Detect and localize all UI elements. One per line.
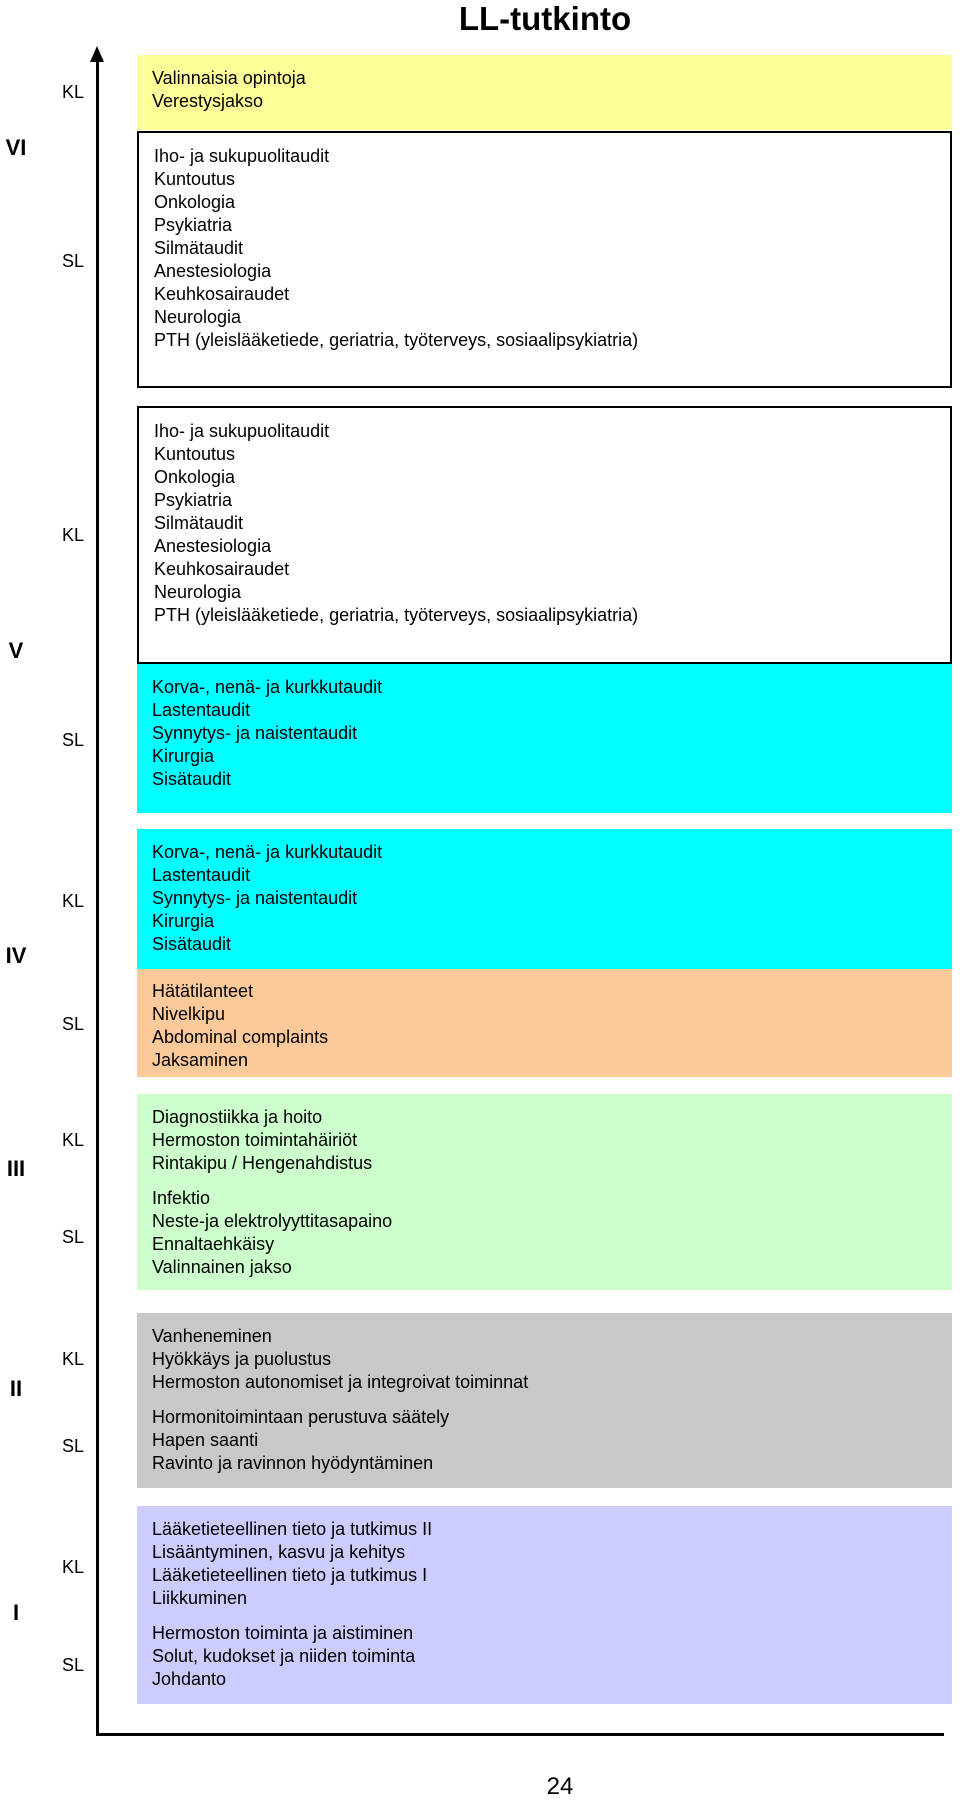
horizontal-axis [96, 1733, 944, 1736]
block-spacer [152, 1394, 937, 1406]
course-name: Silmätaudit [154, 238, 244, 258]
course-name: Anestesiologia [154, 261, 272, 281]
course-name: Keuhkosairaudet [154, 284, 290, 304]
course-name: Silmätaudit [154, 513, 244, 533]
course-name: Iho- ja sukupuolitaudit [154, 421, 330, 441]
course-name: Lääketieteellinen tieto ja tutkimus I [152, 1565, 428, 1585]
course-name: Solut, kudokset ja niiden toiminta [152, 1646, 416, 1666]
year-label-i: I [12, 1600, 20, 1625]
course-name: Lastentaudit [152, 700, 251, 720]
course-name: Korva-, nenä- ja kurkkutaudit [152, 677, 383, 697]
course-block-v-kl [137, 406, 952, 664]
course-block-ii [137, 1313, 952, 1488]
course-name: Valinnainen jakso [152, 1257, 292, 1277]
course-block-vi-kl [137, 55, 952, 130]
course-name: Hermoston toiminta ja aistiminen [152, 1623, 414, 1643]
course-name: Neurologia [154, 307, 242, 327]
course-name: Valinnaisia opintoja [152, 68, 306, 88]
block-spacer [152, 1610, 937, 1622]
year-label-iii: III [6, 1156, 26, 1181]
course-block-v-sl [137, 664, 952, 813]
course-name: Anestesiologia [154, 536, 272, 556]
course-name: Kuntoutus [154, 444, 236, 464]
course-name: Lastentaudit [152, 865, 251, 885]
course-block-i [137, 1506, 952, 1704]
semester-label-i-sl: SL [62, 1655, 85, 1675]
course-name: Hermoston autonomiset ja integroivat toiminnat [152, 1372, 529, 1392]
course-name: PTH (yleislääketiede, geriatria, työterveys, sosiaalipsykiatria) [154, 330, 639, 350]
course-name: Nivelkipu [152, 1004, 226, 1024]
semester-label-vi-sl: SL [62, 251, 85, 271]
course-name: Lääketieteellinen tieto ja tutkimus II [152, 1519, 433, 1539]
course-name: Neste-ja elektrolyyttitasapaino [152, 1211, 393, 1231]
course-name: Hätätilanteet [152, 981, 254, 1001]
course-name: Johdanto [152, 1669, 227, 1689]
semester-label-v-sl: SL [62, 730, 85, 750]
course-name: Kuntoutus [154, 169, 236, 189]
course-name: Ravinto ja ravinnon hyödyntäminen [152, 1453, 434, 1473]
course-name: Hyökkäys ja puolustus [152, 1349, 332, 1369]
course-name: Hermoston toimintahäiriöt [152, 1130, 358, 1150]
semester-label-iii-sl: SL [62, 1227, 85, 1247]
course-name: Onkologia [154, 192, 236, 212]
course-name: Hormonitoimintaan perustuva säätely [152, 1407, 450, 1427]
course-block-iv-sl [137, 969, 952, 1077]
course-name: Hapen saanti [152, 1430, 259, 1450]
course-name: Kirurgia [152, 911, 215, 931]
course-name: Synnytys- ja naistentaudit [152, 723, 358, 743]
year-label-ii: II [9, 1376, 23, 1401]
course-name: Psykiatria [154, 490, 233, 510]
course-name: Liikkuminen [152, 1588, 248, 1608]
course-name: Neurologia [154, 582, 242, 602]
semester-label-iii-kl: KL [62, 1130, 85, 1150]
year-label-vi: VI [5, 135, 27, 160]
course-name: Sisätaudit [152, 769, 232, 789]
semester-label-ii-sl: SL [62, 1436, 85, 1456]
course-name: Jaksaminen [152, 1050, 249, 1070]
course-name: Vanheneminen [152, 1326, 272, 1346]
course-block-vi-sl [137, 131, 952, 388]
course-name: Verestysjakso [152, 91, 264, 111]
course-name: Diagnostiikka ja hoito [152, 1107, 323, 1127]
course-name: Onkologia [154, 467, 236, 487]
course-name: Sisätaudit [152, 934, 232, 954]
course-name: Psykiatria [154, 215, 233, 235]
semester-label-iv-kl: KL [62, 891, 85, 911]
course-name: Lisääntyminen, kasvu ja kehitys [152, 1542, 406, 1562]
course-name: Infektio [152, 1188, 211, 1208]
course-name: Rintakipu / Hengenahdistus [152, 1153, 373, 1173]
semester-label-i-kl: KL [62, 1557, 85, 1577]
course-name: Iho- ja sukupuolitaudit [154, 146, 330, 166]
course-name: PTH (yleislääketiede, geriatria, työterveys, sosiaalipsykiatria) [154, 605, 639, 625]
block-spacer [152, 1175, 937, 1187]
semester-label-v-kl: KL [62, 525, 85, 545]
year-label-iv: IV [5, 943, 27, 968]
course-block-iii [137, 1094, 952, 1290]
course-block-iv-kl [137, 829, 952, 969]
semester-label-ii-kl: KL [62, 1349, 85, 1369]
course-name: Abdominal complaints [152, 1027, 329, 1047]
course-name: Kirurgia [152, 746, 215, 766]
course-name: Korva-, nenä- ja kurkkutaudit [152, 842, 383, 862]
vertical-axis [96, 56, 99, 1736]
semester-label-iv-sl: SL [62, 1014, 85, 1034]
page-title: LL-tutkinto [458, 0, 632, 37]
year-label-v: V [8, 638, 24, 663]
course-name: Keuhkosairaudet [154, 559, 290, 579]
course-name: Ennaltaehkäisy [152, 1234, 275, 1254]
page-number: 24 [546, 1773, 574, 1800]
semester-label-vi-kl: KL [62, 82, 85, 102]
course-name: Synnytys- ja naistentaudit [152, 888, 358, 908]
